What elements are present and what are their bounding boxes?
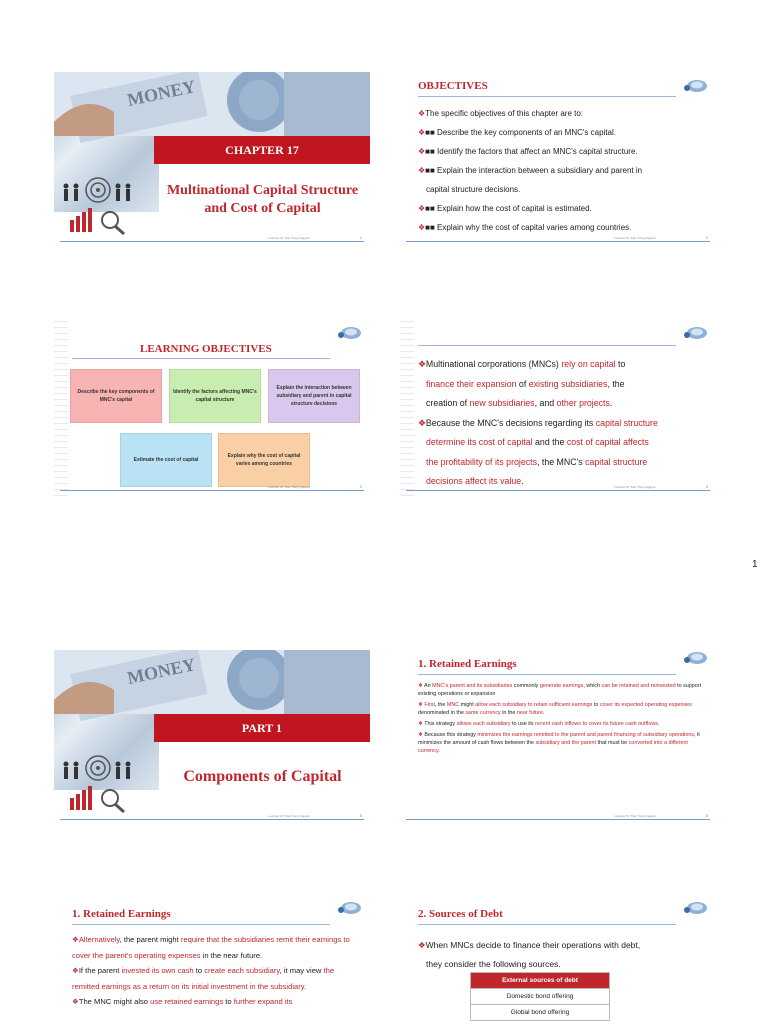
globe-logo-icon [682, 78, 708, 94]
title-rule [418, 345, 676, 346]
chapter-title-line-2: and Cost of Capital [204, 201, 321, 216]
text-line: the profitability of its projects, the MNC's capital structure [426, 456, 648, 467]
objective-bullet: ❖■■ Explain the interaction between a subsidiary and parent in [418, 166, 643, 175]
paragraph-bullet: ❖ This strategy allows each subsidiary to use its recent cash inflows to cover its future cash outflows. [418, 721, 660, 727]
text-line: creation of new subsidiaries, and other projects. [426, 398, 613, 408]
footer-rule [406, 490, 710, 491]
objective-bullet-cont: capital structure decisions. [426, 185, 521, 194]
globe-logo-icon [682, 900, 708, 916]
text-line: ❖Because the MNC's decisions regarding its capital structure [418, 417, 658, 428]
business-people-graphic [58, 176, 132, 236]
slide-7-retained-earnings-cont [54, 898, 370, 1024]
paragraph-bullet: ❖Alternatively, the parent might require that the subsidiaries remit their earnings to cover the parent's operating expenses in the near future. [72, 935, 350, 960]
title-rule [418, 924, 676, 925]
slide-number: 1 [359, 235, 362, 240]
objective-box-4: Estimate the cost of capital [120, 433, 212, 487]
slide-number: 3 [359, 484, 362, 489]
title-rule [72, 924, 330, 925]
slide-5-part-1 [54, 650, 370, 828]
table-header: External sources of debt [471, 973, 610, 989]
objective-bullet: ❖■■ Explain why the cost of capital varies among countries. [418, 223, 632, 232]
svg-text:MONEY: MONEY [125, 76, 198, 111]
page-number: 1 [752, 559, 758, 570]
title-rule [418, 96, 676, 97]
title-rule [418, 674, 676, 675]
objective-box-2: Identify the factors affecting MNC's capital structure [169, 369, 261, 423]
footer-text: Lecturer Dr Tran Trung Nguyen [614, 814, 656, 818]
slide-4-mnc-capital [400, 321, 716, 499]
svg-text:MONEY: MONEY [125, 654, 198, 689]
footer-text: Lecturer Dr Tran Trung Nguyen [268, 814, 310, 818]
paragraph-bullet: ❖ Because this strategy minimizes the earnings remitted to the parent and parent financing of subsidiary operations, it minimizes the amount of cash flows between the subsidiary and the parent that must be converted into a different currency. [418, 732, 700, 754]
objective-bullet: ❖■■ Identify the factors that affect an MNC's capital structure. [418, 147, 638, 156]
objective-box-5: Explain why the cost of capital varies among countries [218, 433, 310, 487]
globe-logo-icon [682, 325, 708, 341]
slide-title: 2. Sources of Debt [418, 908, 503, 920]
text-line: ❖Multinational corporations (MNCs) rely on capital to [418, 359, 626, 369]
slide-3-learning-objectives [54, 321, 370, 499]
external-debt-table [470, 972, 610, 1021]
footer-text: Lecturer Dr Tran Trung Nguyen [614, 236, 656, 240]
slide-6-retained-earnings [400, 650, 716, 828]
footer-rule [60, 819, 364, 820]
text-line: ❖When MNCs decide to finance their operations with debt, [418, 940, 641, 950]
objective-box-3: Explain the interaction between subsidiary and parent in capital structure decisions [268, 369, 360, 423]
paragraph-bullet: ❖ First, the MNC might allow each subsidiary to retain sufficient earnings to cover its expected operating expenses denominated in the same currency in the near future. [418, 702, 692, 716]
footer-text: Lecturer Dr Tran Trung Nguyen [268, 236, 310, 240]
side-stripes [400, 321, 414, 499]
table-row: Global bond offering [471, 1005, 610, 1021]
globe-logo-icon [682, 650, 708, 666]
slide-title: 1. Retained Earnings [72, 908, 171, 920]
text-line: determine its cost of capital and the cost of capital affects [426, 437, 649, 447]
globe-logo-icon [336, 325, 362, 341]
paragraph-bullet: ❖If the parent invested its own cash to create each subsidiary, it may view the remitted earnings as a return on its initial investment in the subsidiary. [72, 966, 335, 991]
footer-rule [60, 490, 364, 491]
slide-title: LEARNING OBJECTIVES [140, 343, 272, 355]
paragraph-bullet: ❖The MNC might also use retained earnings to further expand its [72, 997, 293, 1006]
objective-bullet: ❖■■ Describe the key components of an MNC's capital. [418, 128, 616, 137]
slide-title: 1. Retained Earnings [418, 658, 517, 670]
objective-box-1: Describe the key components of MNC's capital [70, 369, 162, 423]
table-row: Domestic bond offering [471, 989, 610, 1005]
globe-logo-icon [336, 900, 362, 916]
text-line: finance their expansion of existing subsidiaries, the [426, 378, 625, 389]
footer-text: Lecturer Dr Tran Trung Nguyen [268, 485, 310, 489]
footer-rule [406, 241, 710, 242]
business-people-graphic [58, 754, 132, 814]
title-rule [72, 358, 330, 359]
slide-1-title [54, 72, 370, 250]
slide-number: 2 [705, 235, 708, 240]
side-stripes [54, 321, 68, 499]
paragraph-bullet: ❖ An MNC's parent and its subsidiaries commonly generate earnings, which can be retained and reinvested to support existing operations or expansion [418, 683, 702, 697]
footer-text: Lecturer Dr Tran Trung Nguyen [614, 485, 656, 489]
objective-bullet: ❖The specific objectives of this chapter are to: [418, 109, 584, 118]
chapter-title-line-1: Multinational Capital Structure [166, 183, 359, 198]
text-line: they consider the following sources. [426, 959, 561, 969]
part-banner: PART 1 [154, 714, 370, 742]
footer-rule [60, 241, 364, 242]
chapter-banner: CHAPTER 17 [154, 136, 370, 164]
slide-number: 5 [359, 813, 362, 818]
objective-bullet: ❖■■ Explain how the cost of capital is estimated. [418, 204, 592, 213]
part-title: Components of Capital [183, 768, 342, 785]
slide-number: 4 [705, 484, 708, 489]
slide-title: OBJECTIVES [418, 80, 488, 92]
slide-2-objectives [400, 72, 716, 250]
footer-rule [406, 819, 710, 820]
slide-number: 6 [705, 813, 708, 818]
slide-8-sources-of-debt [400, 898, 716, 1024]
text-line: decisions affect its value. [426, 476, 524, 486]
